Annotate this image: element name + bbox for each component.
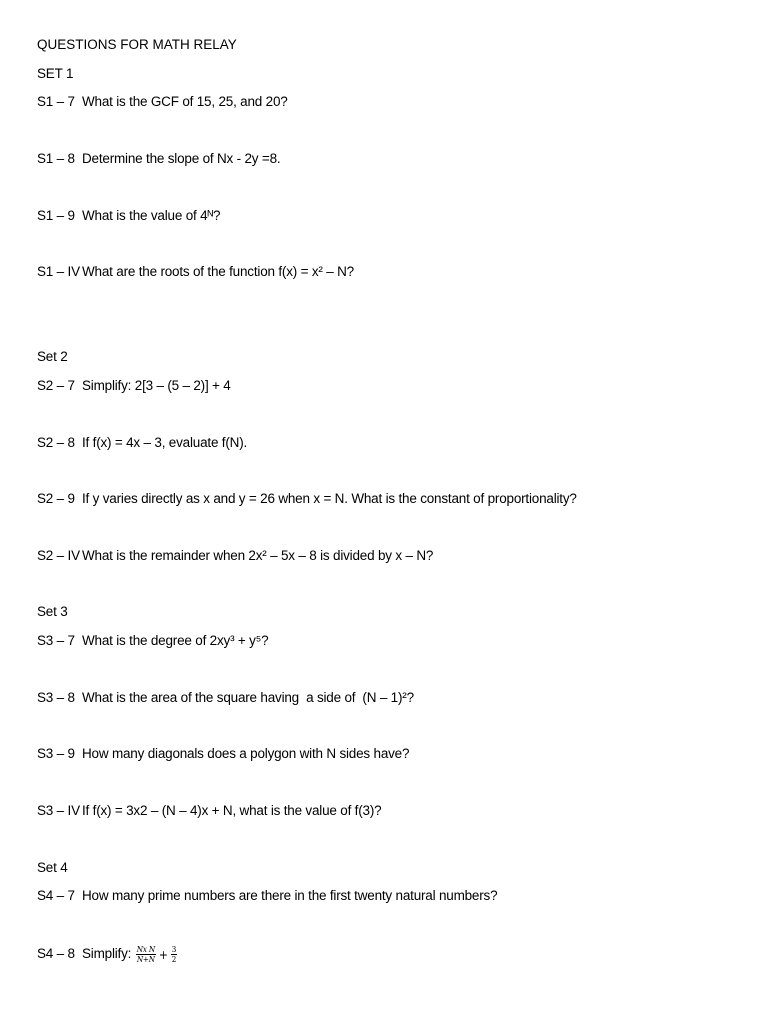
question-text: Simplify: (82, 946, 132, 962)
question-id: S1 – 7 (37, 94, 75, 109)
document-title: QUESTIONS FOR MATH RELAY (37, 37, 237, 52)
question-id: S2 – IV (37, 548, 80, 563)
question-s2-iv (37, 548, 433, 564)
question-id: S1 – 9 (37, 208, 75, 223)
question-text: What is the area of the square having a side of (N – 1)²? (82, 690, 414, 705)
set-3-heading: Set 3 (37, 604, 68, 619)
fraction-numerator: Nx N (136, 945, 155, 954)
question-s1-9 (37, 208, 220, 224)
question-id: S2 – 8 (37, 435, 75, 450)
question-text: If y varies directly as x and y = 26 when x = N. What is the constant of proportionality? (82, 491, 577, 506)
set-1-heading: SET 1 (37, 66, 74, 81)
question-s2-8 (37, 435, 247, 451)
fraction-nn-over-n-plus-n (136, 945, 156, 964)
question-text: What is the GCF of 15, 25, and 20? (82, 94, 288, 109)
fraction-numerator: 3 (171, 945, 177, 954)
question-s3-7 (37, 633, 268, 649)
question-text: What is the value of 4ᴺ? (82, 208, 221, 223)
question-text: How many prime numbers are there in the first twenty natural numbers? (82, 888, 498, 903)
fraction-denominator: N+N (136, 955, 155, 964)
question-id: S3 – 8 (37, 690, 75, 705)
question-text: What is the remainder when 2x² – 5x – 8 is divided by x – N? (82, 548, 434, 563)
question-s1-iv (37, 264, 354, 280)
question-s2-7 (37, 378, 231, 394)
set-4-heading: Set 4 (37, 860, 68, 875)
question-s3-9 (37, 746, 409, 762)
question-id: S3 – 9 (37, 746, 75, 761)
plus-operator: + (158, 947, 168, 962)
question-text: What is the degree of 2xy³ + y⁵? (82, 633, 269, 648)
question-text: How many diagonals does a polygon with N sides have? (82, 746, 410, 761)
question-id: S3 – IV (37, 803, 80, 818)
question-s3-iv (37, 803, 381, 819)
question-text: What are the roots of the function f(x) = x² – N? (82, 264, 354, 279)
question-s4-8 (37, 945, 178, 964)
question-s1-7 (37, 94, 288, 110)
question-s2-9 (37, 491, 577, 507)
question-id: S4 – 8 (37, 946, 75, 962)
question-id: S3 – 7 (37, 633, 75, 648)
question-text: Simplify: 2[3 – (5 – 2)] + 4 (82, 378, 231, 393)
question-s1-8 (37, 151, 280, 167)
question-id: S4 – 7 (37, 888, 75, 903)
question-s3-8 (37, 690, 414, 706)
question-text: If f(x) = 4x – 3, evaluate f(N). (82, 435, 248, 450)
question-s4-7 (37, 888, 497, 904)
question-id: S1 – 8 (37, 151, 75, 166)
set-2-heading: Set 2 (37, 349, 68, 364)
question-text: Determine the slope of Nx - 2y =8. (82, 151, 281, 166)
question-id: S1 – IV (37, 264, 80, 279)
question-id: S2 – 9 (37, 491, 75, 506)
question-text: If f(x) = 3x2 – (N – 4)x + N, what is the value of f(3)? (82, 803, 382, 818)
fraction-three-halves (171, 945, 177, 964)
question-id: S2 – 7 (37, 378, 75, 393)
fraction-denominator: 2 (171, 955, 177, 964)
